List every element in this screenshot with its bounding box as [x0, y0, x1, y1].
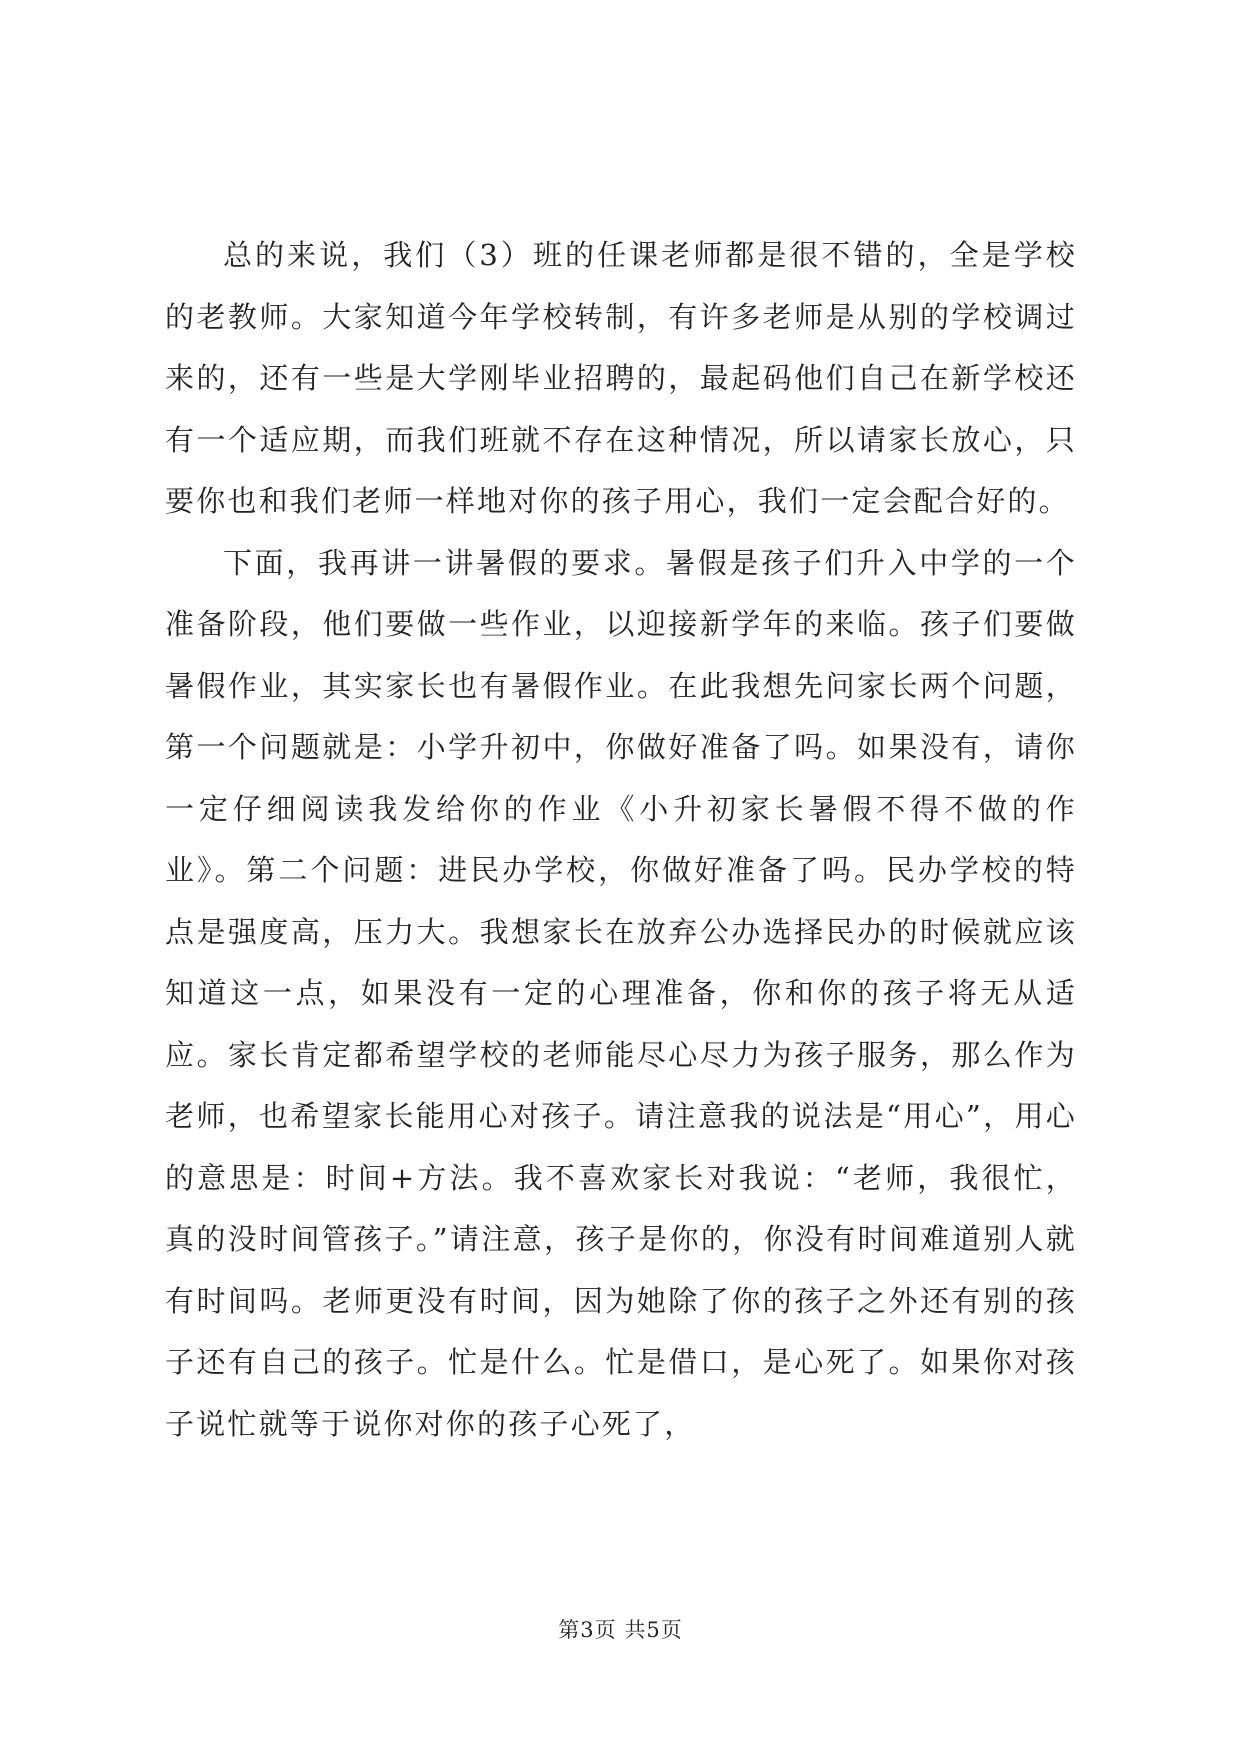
page-footer: 第3页 共5页: [558, 1618, 683, 1642]
paragraph-teachers: 总的来说，我们（3）班的任课老师都是很不错的，全是学校的老教师。大家知道今年学校转制，有许多老师是从别的学校调过来的，还有一些是大学刚毕业招聘的，最起码他们自己在新学校还有一个适应期，而我们班就不存在这种情况，所以请家长放心，只要你也和我们老师一样地对你的孩子用心，我们一定会配合好的。: [165, 238, 1077, 518]
document-body: [165, 225, 1077, 1455]
paragraph-summer-requirements: 下面，我再讲一讲暑假的要求。暑假是孩子们升入中学的一个准备阶段，他们要做一些作业，以迎接新学年的来临。孩子们要做暑假作业，其实家长也有暑假作业。在此我想先问家长两个问题，第一个问题就是：小学升初中，你做好准备了吗。如果没有，请你一定仔细阅读我发给你的作业《小升初家长暑假不得不做的作业》。第二个问题：进民办学校，你做好准备了吗。民办学校的特点是强度高，压力大。我想家长在放弃公办选择民办的时候就应该知道这一点，如果没有一定的心理准备，你和你的孩子将无从适应。家长肯定都希望学校的老师能尽心尽力为孩子服务，那么作为老师，也希望家长能用心对孩子。请注意我的说法是“用心”，用心的意思是：时间+方法。我不喜欢家长对我说：“老师，我很忙，真的没时间管孩子。”请注意，孩子是你的，你没有时间难道别人就有时间吗。老师更没有时间，因为她除了你的孩子之外还有别的孩子还有自己的孩子。忙是什么。忙是借口，是心死了。如果你对孩子说忙就等于说你对你的孩子心死了，: [165, 545, 1077, 1441]
